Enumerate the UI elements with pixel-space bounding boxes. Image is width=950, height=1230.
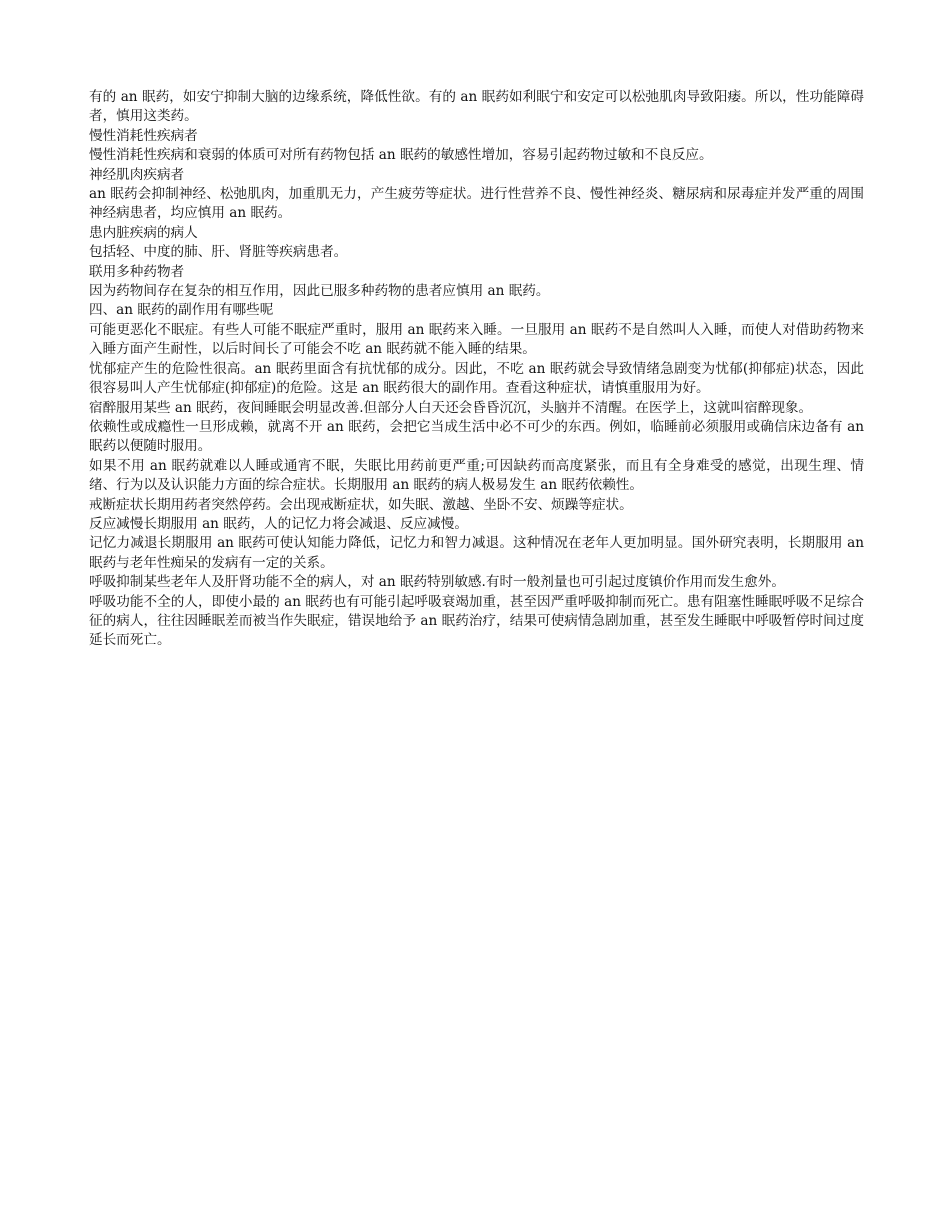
- paragraph-depression-risk: 忧郁症产生的危险性很高。an 眠药里面含有抗忧郁的成分。因此，不吃 an 眠药就会导致情绪急剧变为忧郁(抑郁症)状态，因此很容易叫人产生忧郁症(抑郁症)的危险。这是 an 眠药很大的副作用。查看这种症状，请慎重服用为好。: [89, 360, 864, 397]
- paragraph-neuromuscular-disease: an 眠药会抑制神经、松弛肌肉，加重肌无力，产生疲劳等症状。进行性营养不良、慢性神经炎、糖尿病和尿毒症并发严重的周围神经病患者，均应慎用 an 眠药。: [89, 186, 864, 222]
- paragraph-multiple-drugs: 因为药物间存在复杂的相互作用，因此已服多种药物的患者应慎用 an 眠药。: [89, 283, 550, 300]
- paragraph-respiratory-depression: 呼吸抑制某些老年人及肝肾功能不全的病人，对 an 眠药特别敏感.有时一般剂量也可引起过度镇价作用而发生愈外。: [89, 574, 785, 591]
- section-heading-side-effects: 四、an 眠药的副作用有哪些呢: [89, 302, 274, 319]
- heading-neuromuscular-disease: 神经肌肉疾病者: [89, 166, 185, 183]
- paragraph-worsen-insomnia: 可能更恶化不眠症。有些人可能不眠症严重时，服用 an 眠药来入睡。一旦服用 an 眠药不是自然叫人入睡，而使人对借助药物来入睡方面产生耐性，以后时间长了可能会不吃 an 眠药就不能入睡的结果。: [89, 321, 864, 358]
- document-body: [89, 88, 864, 651]
- paragraph-respiratory-insufficiency: 呼吸功能不全的人，即使小最的 an 眠药也有可能引起呼吸衰竭加重，甚至因严重呼吸抑制而死亡。患有阻塞性睡眠呼吸不足综合征的病人，往往因睡眠差而被当作失眠症，错误地给予 an 眠药治疗，结果可使病情急剧加重，甚至发生睡眠中呼吸暂停时间过度延长而死亡。: [89, 593, 864, 649]
- heading-visceral-disease: 患内脏疾病的病人: [89, 224, 198, 241]
- heading-multiple-drugs: 联用多种药物者: [89, 263, 185, 280]
- paragraph-memory-decline: 记忆力减退长期服用 an 眠药可使认知能力降低，记忆力和智力减退。这种情况在老年人更加明显。国外研究表明，长期服用 an 眠药与老年性痴呆的发病有一定的关系。: [89, 535, 864, 571]
- paragraph-slow-reaction: 反应减慢长期服用 an 眠药，人的记忆力将会减退、反应减慢。: [89, 515, 468, 532]
- paragraph-sexual-dysfunction: 有的 an 眠药，如安宁抑制大脑的边缘系统，降低性欲。有的 an 眠药如利眠宁和安定可以松弛肌肉导致阳痿。所以，性功能障碍者，慎用这类药。: [89, 89, 864, 125]
- paragraph-withdrawal: 戒断症状长期用药者突然停药。会出现戒断症状，如失眠、激越、坐卧不安、烦躁等症状。: [89, 496, 633, 513]
- paragraph-visceral-disease: 包括轻、中度的肺、肝、肾脏等疾病患者。: [89, 244, 348, 261]
- paragraph-dependence: 依赖性或成瘾性一旦形成赖，就离不开 an 眠药，会把它当成生活中必不可少的东西。例如，临睡前必须服用或确信床边备有 an 眠药以便随时服用。: [89, 418, 864, 455]
- paragraph-dependence-symptoms: 如果不用 an 眠药就难以人睡或通宵不眠，失眠比用药前更严重;可因缺药而高度紧张，而且有全身难受的感觉，出现生理、情绪、行为以及认识能力方面的综合症状。长期服用 an 眠药的病人极易发生 an 眠药依赖性。: [89, 457, 864, 494]
- heading-chronic-wasting-disease: 慢性消耗性疾病者: [89, 127, 198, 144]
- paragraph-hangover: 宿醉服用某些 an 眠药，夜间睡眠会明显改善.但部分人白天还会昏昏沉沉，头脑并不清醒。在医学上，这就叫宿醉现象。: [89, 399, 813, 416]
- paragraph-chronic-wasting-disease: 慢性消耗性疾病和衰弱的体质可对所有药物包括 an 眠药的敏感性增加，容易引起药物过敏和不良反应。: [89, 147, 713, 164]
